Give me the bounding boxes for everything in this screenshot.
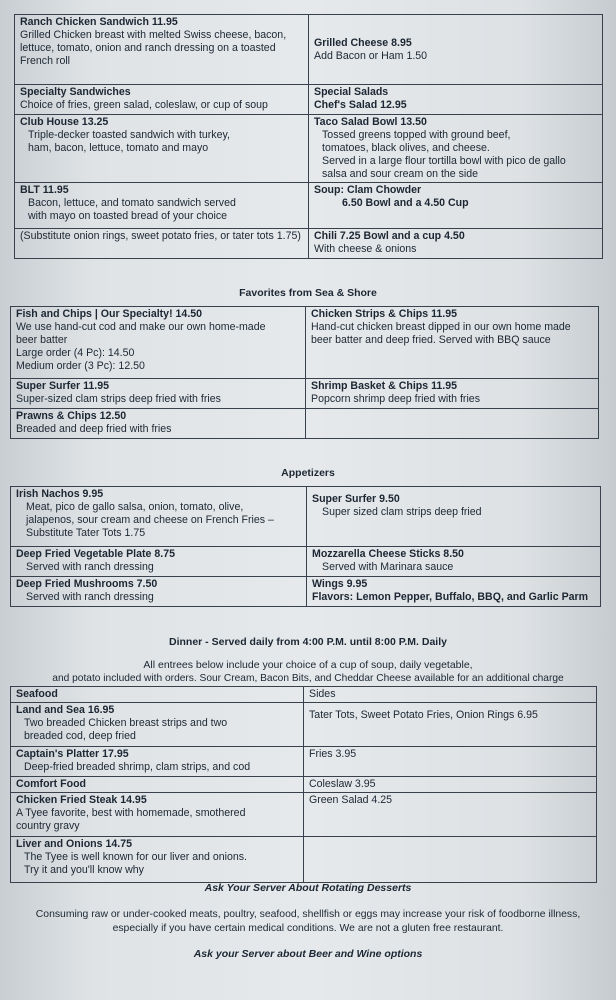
item-desc: The Tyee is well known for our liver and onions. [24,851,247,863]
favorites-table [10,306,599,439]
super-surfer [11,379,306,409]
empty-cell [304,837,597,883]
item-title: BLT 11.95 [20,184,69,196]
item-title: Super Surfer 9.50 [312,493,400,505]
specialty-sandwiches [15,85,309,115]
item-title: Wings 9.95 [312,578,368,590]
item-desc: tomatoes, black olives, and cheese. [322,142,490,154]
favorites-heading: Favorites from Sea & Shore [239,287,377,299]
super-surfer-appetizer [307,487,601,547]
irish-nachos [11,487,307,547]
chicken-fried-steak [11,793,304,837]
item-title: Shrimp Basket & Chips 11.95 [311,380,458,392]
item-title: Land and Sea 16.95 [16,704,115,716]
sandwich-table [14,14,603,259]
item-title: Taco Salad Bowl 13.50 [314,116,427,128]
health-warning: especially if you have certain medical conditions. We are not a gluten free restaurant. [112,923,504,934]
item-title: Club House 13.25 [20,116,109,128]
appetizers-table [10,486,601,607]
item-title: Liver and Onions 14.75 [16,838,132,850]
item-title: Ranch Chicken Sandwich 11.95 [20,16,178,28]
item-desc: Bacon, lettuce, and tomato sandwich served [28,197,236,209]
taco-salad-bowl [309,115,603,183]
clam-chowder [309,183,603,229]
item-desc: Served with ranch dressing [26,561,154,573]
side-item: Coleslaw 3.95 [309,778,376,790]
item-desc: Served in a large flour tortilla bowl with pico de gallo [322,155,566,167]
item-desc: We use hand-cut cod and make our own home-made [16,321,266,333]
item-desc: Meat, pico de gallo salsa, onion, tomato, olive, [26,501,244,513]
vegetable-plate [11,547,307,577]
appetizers-heading: Appetizers [281,467,335,479]
header-label: Sides [309,688,336,700]
side-item: Fries 3.95 [309,748,357,760]
item-desc: Two breaded Chicken breast strips and two [24,717,228,729]
item-desc: with mayo on toasted bread of your choice [28,210,228,222]
item-title: Chili 7.25 Bowl and a cup 4.50 [314,230,465,242]
green-salad-side [304,793,597,837]
item-desc: Deep-fried breaded shrimp, clam strips, and cod [24,761,251,773]
item-title: Irish Nachos 9.95 [16,488,104,500]
item-desc: A Tyee favorite, best with homemade, smothered [16,807,246,819]
coleslaw-side [304,777,597,793]
item-title: Captain's Platter 17.95 [16,748,129,760]
item-desc: breaded cod, deep fried [24,730,136,742]
beer-wine-note: Ask your Server about Beer and Wine options [193,948,423,960]
item-title: Prawns & Chips 12.50 [16,410,127,422]
item-desc: Breaded and deep fried with fries [16,423,172,435]
dinner-table [10,686,597,883]
special-salads [309,85,603,115]
dinner-heading: Dinner - Served daily from 4:00 P.M. until 8:00 P.M. Daily [169,636,447,648]
item-desc: ham, bacon, lettuce, tomato and mayo [28,142,209,154]
note-text: (Substitute onion rings, sweet potato fries, or tater tots 1.75) [20,230,301,242]
item-title: Deep Fried Vegetable Plate 8.75 [16,548,175,560]
liver-and-onions [11,837,304,883]
dinner-note: All entrees below include your choice of a cup of soup, daily vegetable, [143,659,473,671]
section-title: Comfort Food [16,778,87,790]
item-title: Grilled Cheese 8.95 [314,36,412,49]
item-desc: Super-sized clam strips deep fried with fries [16,393,221,405]
captains-platter [11,747,304,777]
fish-and-chips [11,307,306,379]
item-desc: Served with Marinara sauce [322,561,454,573]
blt [15,183,309,229]
item-title: Mozzarella Cheese Sticks 8.50 [312,548,464,560]
item-title: Fish and Chips | Our Specialty! 14.50 [16,308,203,320]
item-desc: Try it and you'll know why [24,864,144,876]
deep-fried-mushrooms [11,577,307,607]
item-desc: With cheese & onions [314,243,417,255]
item-desc: Served with ranch dressing [26,591,154,603]
item-desc: Grilled Chicken breast with melted Swiss cheese, bacon, [20,29,287,41]
shrimp-basket [306,379,599,409]
empty-cell [306,409,599,439]
item-title: Chicken Fried Steak 14.95 [16,794,147,806]
ranch-chicken-sandwich [15,15,309,85]
item-title: Chef's Salad 12.95 [314,99,407,111]
item-desc: beer batter [16,334,68,346]
wings [307,577,601,607]
item-desc: Substitute Tater Tots 1.75 [26,527,146,539]
comfort-food [11,777,304,793]
item-desc: jalapenos, sour cream and cheese on French Fries – [26,514,274,526]
item-desc: salsa and sour cream on the side [322,168,479,180]
chili [309,229,603,259]
item-desc: Large order (4 Pc): 14.50 [16,347,135,359]
item-desc: beer batter and deep fried. Served with BBQ sauce [311,334,551,346]
item-desc: Hand-cut chicken breast dipped in our own home made [311,321,571,333]
item-desc: Triple-decker toasted sandwich with turkey, [28,129,230,141]
club-house [15,115,309,183]
item-desc: French roll [20,55,71,67]
item-desc: Add Bacon or Ham 1.50 [314,49,428,62]
fries-side [304,747,597,777]
prawns-chips [11,409,306,439]
item-desc: Medium order (3 Pc): 12.50 [16,360,145,372]
dinner-note: and potato included with orders. Sour Cream, Bacon Bits, and Cheddar Cheese available for an additional charge [52,673,564,684]
item-title: Soup: Clam Chowder [314,184,422,196]
side-item: Tater Tots, Sweet Potato Fries, Onion Rings 6.95 [309,709,538,721]
grilled-cheese [309,15,603,85]
item-desc: lettuce, tomato, onion and ranch dressing on a toasted [20,42,276,54]
seafood-header [11,687,304,703]
sides-header [304,687,597,703]
section-title: Special Salads [314,86,389,98]
item-desc: Popcorn shrimp deep fried with fries [311,393,480,405]
header-label: Seafood [16,688,58,700]
item-title: Chicken Strips & Chips 11.95 [311,308,458,320]
item-desc: Flavors: Lemon Pepper, Buffalo, BBQ, and Garlic Parm [312,591,589,603]
chicken-strips-chips [306,307,599,379]
item-price: 6.50 Bowl and a 4.50 Cup [342,197,469,209]
desserts-note: Ask Your Server About Rotating Desserts [204,882,412,894]
tater-tots [304,703,597,747]
land-and-sea [11,703,304,747]
item-title: Super Surfer 11.95 [16,380,110,392]
item-desc: country gravy [16,820,80,832]
mozzarella-sticks [307,547,601,577]
section-desc: Choice of fries, green salad, coleslaw, or cup of soup [20,99,268,111]
health-warning: Consuming raw or under-cooked meats, poultry, seafood, shellfish or eggs may increase your risk of foodborne illness, [35,909,581,920]
item-desc: Tossed greens topped with ground beef, [322,129,511,141]
item-desc: Super sized clam strips deep fried [322,506,482,518]
substitute-note [15,229,309,259]
item-title: Deep Fried Mushrooms 7.50 [16,578,158,590]
side-item: Green Salad 4.25 [309,794,393,806]
section-title: Specialty Sandwiches [20,86,131,98]
